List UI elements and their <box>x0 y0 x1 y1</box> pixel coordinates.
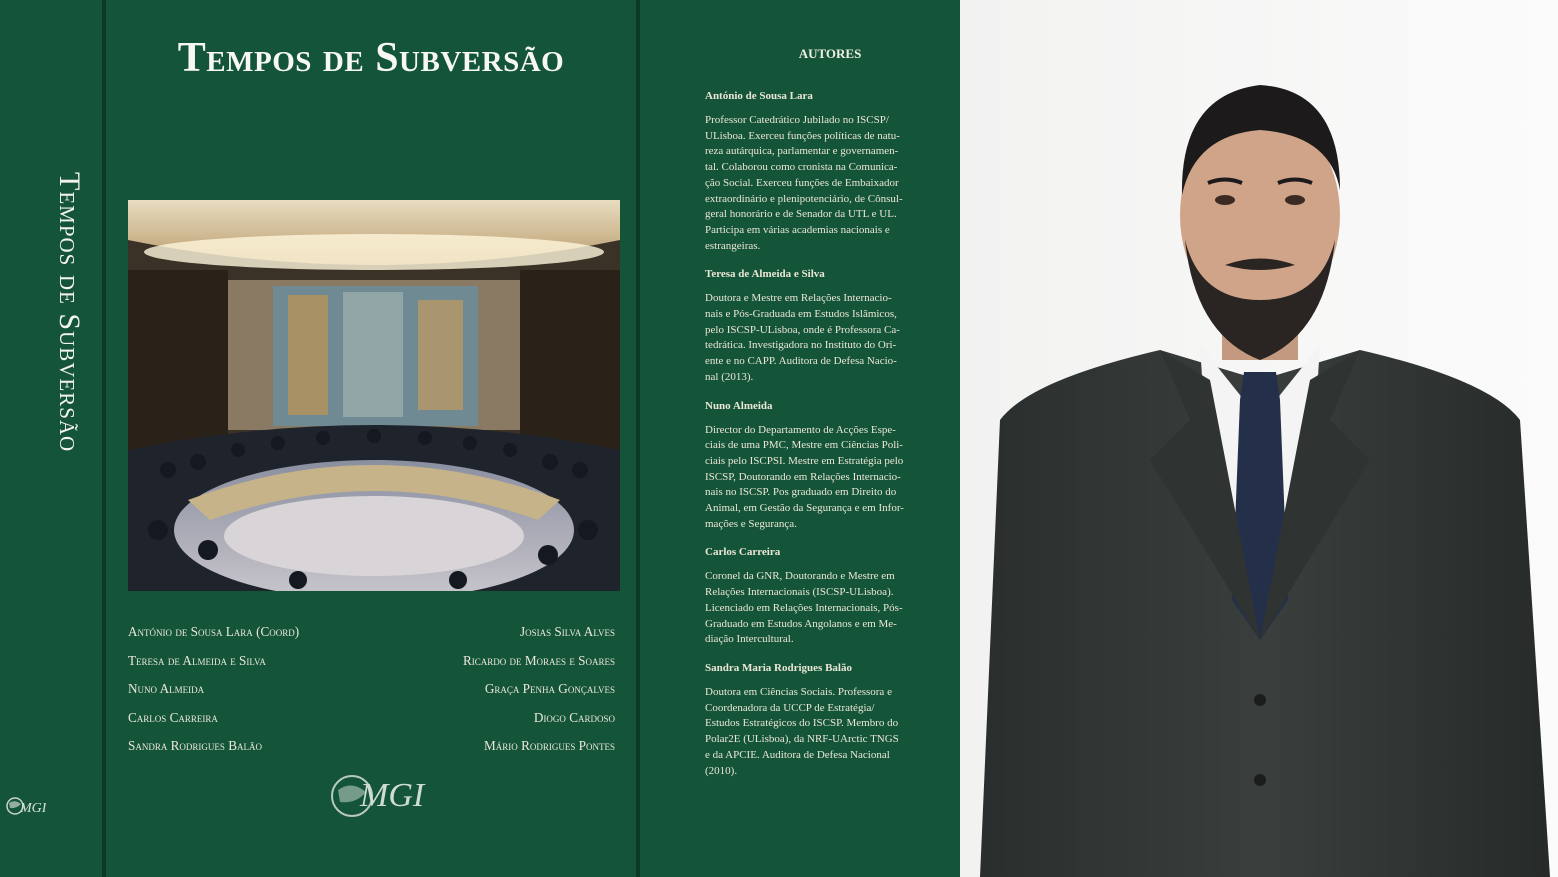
book-spine <box>0 0 102 877</box>
authors-list-left <box>128 622 299 765</box>
authors-heading: AUTORES <box>798 46 862 61</box>
spine-logo-text: MGI <box>20 801 46 816</box>
author-name: Ricardo de Moraes e Soares <box>462 652 615 668</box>
globe-logo-icon <box>330 766 430 828</box>
spine-publisher-logo <box>6 793 46 819</box>
author-bios <box>705 90 955 793</box>
author-bio <box>705 662 955 779</box>
front-logo-text: MGI <box>360 777 425 814</box>
author-name: António de Sousa Lara (Coord) <box>128 624 300 639</box>
bio-text: Professor Catedrático Jubilado no ISCSP/ ULisboa. Exerceu funções políticas de natu- reza autárquica, parlamentar e governamen- tal. Colaborou como cronista na Comunica- ção Social. Exerceu funções de Embaixador extraordinário e plenipotenciário, de Cônsul- geral honorário e de Senador da UTL e UL. Participa em várias academias nacionais e estrangeiras. <box>705 114 903 252</box>
bio-text: Doutora e Mestre em Relações Internacio- nais e Pós-Graduada em Estudos Islâmicos, pelo ISCSP-ULisboa, onde é Professora Ca- tedrática. Investigadora no Instituto do Ori- ente e no CAPP. Auditora de Defesa Nacio- nal (2013). <box>705 292 900 383</box>
bio-text: Coronel da GNR, Doutorando e Mestre em Relações Internacionais (ISCSP-ULisboa). Licenciado em Relações Internacionais, Pós- Graduado em Estudos Angolanos e em Me- diação Intercultural. <box>705 570 903 646</box>
back-cover <box>640 0 960 877</box>
bio-name: Sandra Maria Rodrigues Balão <box>705 661 852 674</box>
author-name: Teresa de Almeida e Silva <box>128 652 266 668</box>
bio-name: Nuno Almeida <box>705 399 773 412</box>
bio-name: Carlos Carreira <box>705 546 781 559</box>
book-title: Tempos de Subversão <box>177 35 565 81</box>
author-name: Mário Rodrigues Pontes <box>484 738 615 753</box>
authors-list-right <box>463 622 615 765</box>
bio-text: Director do Departamento de Acções Espe- ciais de uma PMC, Mestre em Ciências Poli- ciais pelo ISCPSI. Mestre em Estratégia pelo ISCSP, Doutorando em Relações Internacio- nais no ISCSP. Pos graduado em Direito do Animal, em Gestão da Segurança e em Infor- mações e Segurança. <box>705 423 904 530</box>
globe-logo-icon <box>6 793 46 819</box>
author-portrait <box>960 0 1558 877</box>
bio-text: Doutora em Ciências Sociais. Professora e Coordenadora da UCCP de Estratégia/ Estudos Estratégicos do ISCSP. Membro do Polar2E (ULisboa), da NRF-UArctic TNGS e da APCIE. Auditora de Defesa Nacional (2010). <box>705 685 899 777</box>
author-name: Josias Silva Alves <box>519 624 615 639</box>
author-name: Graça Penha Gonçalves <box>484 681 615 696</box>
bio-name: Teresa de Almeida e Silva <box>705 268 825 281</box>
publisher-logo <box>330 766 430 828</box>
bio-name: António de Sousa Lara <box>705 90 813 102</box>
front-cover <box>106 0 636 877</box>
spine-title: Tempos de Subversão <box>53 172 86 453</box>
author-bio <box>705 546 955 648</box>
author-bio <box>705 90 955 254</box>
author-bio <box>705 268 955 385</box>
author-name: Sandra Rodrigues Balão <box>128 738 263 753</box>
author-name: Carlos Carreira <box>128 709 218 725</box>
cover-photo-council-chamber <box>128 200 620 591</box>
author-name: Nuno Almeida <box>128 681 205 696</box>
author-bio <box>705 400 955 533</box>
author-name: Diogo Cardoso <box>533 709 615 725</box>
